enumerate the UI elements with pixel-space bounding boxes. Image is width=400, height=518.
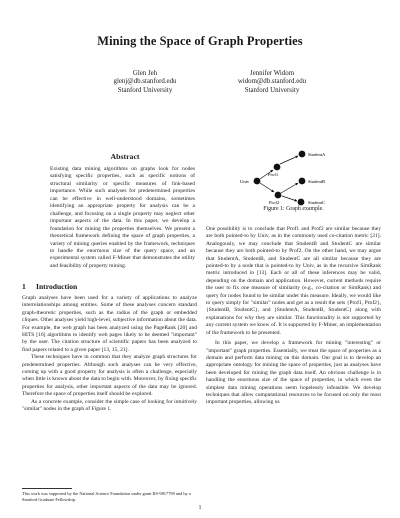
abstract-heading: Abstract [110, 152, 140, 161]
section-title: Introduction [36, 282, 78, 291]
paragraph: Graph analyses have been used for a variety of applications to analyze interrelationships among entities. Some of these analyses concern standard graph-theoretic properties, such as the radius of the graph or embedded cliques. Other analyses yield high-level, subjective information about the data. For example, the web graph has been analyzed using the PageRank [20] and HITS [16] algorithms to identify web pages likely to be deemed "important" by the user. The citation structure of scientific papers has been analyzed to find papers related to a given paper [13, 15, 21]. [22, 295, 197, 353]
author-email: glenj@db.stanford.edu [113, 78, 177, 86]
author-block-1 [85, 70, 205, 95]
paragraph: As a concrete example, consider the simple case of looking for intuitively "similar" nodes in the graph of Figure 1. [22, 398, 197, 413]
author-name: Jennifer Widom [249, 70, 295, 77]
page-number: 1 [198, 505, 202, 511]
label-studenta: StudentA [308, 152, 326, 157]
figure-graph-example [230, 146, 360, 206]
label-studentc: StudentC [308, 200, 326, 205]
node-prof2 [275, 192, 282, 199]
author-name: Glen Jeh [132, 70, 158, 77]
author-block-2 [212, 70, 332, 95]
node-studenta [299, 151, 306, 158]
node-prof1 [274, 164, 281, 171]
label-prof1: Prof1 [268, 172, 279, 177]
edge-prof2-studentc [282, 196, 297, 201]
label-prof2: Prof2 [269, 200, 280, 205]
edge-prof1-studenta [280, 156, 298, 164]
label-univ: Univ [240, 179, 250, 184]
author-affiliation: Stanford University [117, 86, 173, 94]
abstract-text: Existing data mining algorithms on graphs look for nodes satisfying specific properties, such as specific notions of structural similarity or specific measures of link-based importance. While such analyses for predetermined properties can be effective in well-understood domains, sometimes identifying an appropriate property for analysis can be a challenge, and focusing on a single property may neglect other important aspects of the data. In this paper, we develop a foundation for mining the properties themselves. We present a theoretical framework defining the space of graph properties, a variety of mining queries enabled by the framework, techniques to handle the enormous size of the query space, and an experimental system called F-Miner that demonstrates the utility and feasibility of property mining. [50, 166, 195, 269]
footnote: This work was supported by the National Science Foundation under grant IIS-9817799 and by a Stanford Graduate Fellowship. [22, 491, 191, 502]
graph-diagram [230, 146, 360, 206]
node-univ [254, 178, 261, 185]
paragraph: These techniques have in common that they analyze graph structures for predetermined properties. Although such analyses can be very effective, coming up with a good property for analysis is often a challenge, especially when little is known about the data to begin with. Moreover, by fixing specific properties for analysis, other important aspects of the data may be ignored. Therefore the space of properties itself should be explored. [22, 354, 197, 398]
right-column-body [206, 226, 381, 410]
left-column-body [22, 295, 197, 414]
edge-prof2-studentb [281, 183, 298, 193]
figure-caption: Figure 1: Graph example. [263, 206, 324, 212]
section-heading [22, 282, 202, 291]
author-email: widom@db.stanford.edu [237, 78, 307, 86]
edge-univ-prof2 [260, 183, 274, 192]
paragraph: One possibility is to conclude that Prof1 and Prof2 are similar because they are both pointed-to by Univ, as in the commonly used co-citation metric [21]. Analogously, we may conclude that StudentB and StudentC are similar because they are both pointed-to by Prof2. On the other hand, we may argue that StudentA, StudentB, and StudentC are all similar because they are pointed-to by a node that is pointed-to by Univ, as in the recursive SimRank metric introduced in [13]. Each or all of these inferences may be valid, depending on the domain and application. However, current methods require the user to fix one measure of similarity (e.g., co-citation or SimRank) and query for nodes found to be similar under this measure. Ideally, we would like to query simply for "similar" nodes and get as a result the sets {Prof1, Prof2}, {StudentB, StudentC}, and {StudentA, StudentB, StudentC} along with explanations for why they are similar. This functionality is not supported by any current system we know of. It is supported by F-Miner, an implementation of the framework to be presented. [206, 226, 381, 336]
author-affiliation: Stanford University [244, 86, 300, 94]
footnote-rule [22, 488, 72, 489]
node-studentb [299, 178, 306, 185]
node-studentc [298, 199, 305, 206]
paper-title: Mining the Space of Graph Properties [97, 34, 303, 48]
paragraph: In this paper, we develop a framework for mining "interesting" or "important" graph properties. Essentially, we treat the space of properties as a domain and perform data mining on this domain. Our goal is to develop an appropriate ontology for mining the space of properties, just as analyses have been developed for mining the graph data itself. An obvious challenge is in handling the enormous size of the space of properties, in which even the simplest data mining operations seem hopelessly infeasible. We develop techniques that allow computational resources to be focused on only the most important properties, allowing us [206, 340, 381, 406]
section-number: 1 [22, 282, 26, 291]
label-studentb: StudentB [308, 179, 326, 184]
